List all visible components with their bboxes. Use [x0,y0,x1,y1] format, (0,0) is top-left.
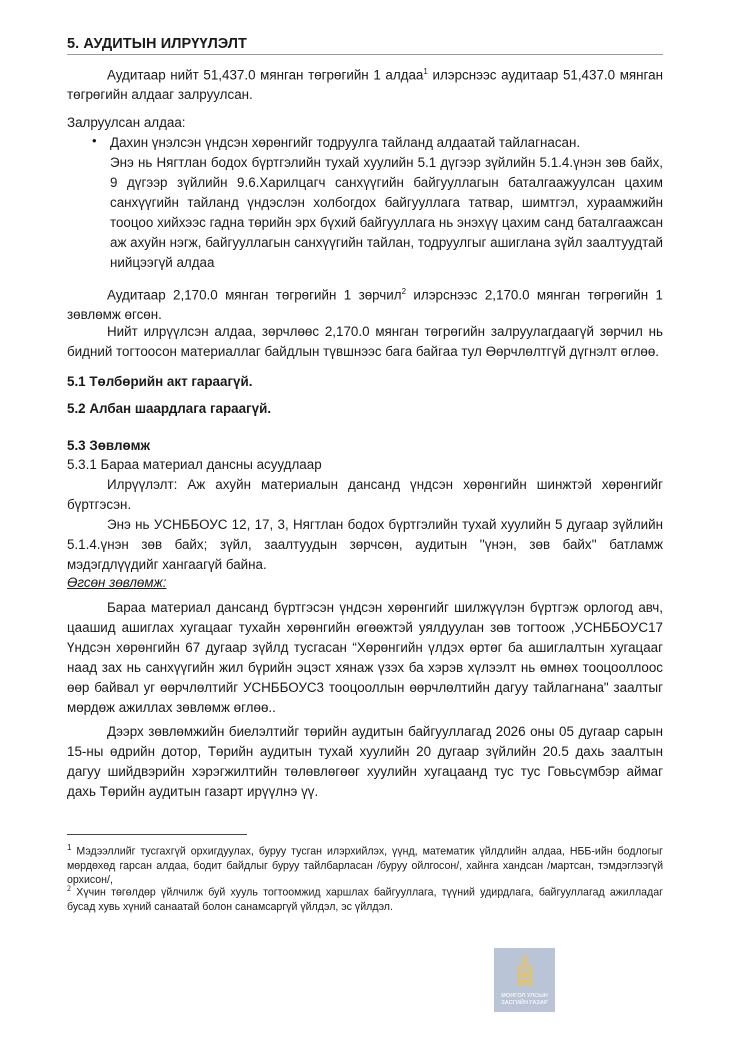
bullet-icon: • [92,133,97,148]
recommendation-label: Өгсөн зөвлөмж: [67,575,167,590]
logo-text-line-2: ЗАСГИЙН ГАЗАР [501,1000,548,1006]
subsection-5-2: 5.2 Албан шаардлага гараагүй. [67,401,272,416]
finding-paragraph: Илрүүлэлт: Аж ахуйн материалын дансанд үндсэн хөрөнгийн шинжтэй хөрөнгийг бүртгэсэн. [67,477,663,512]
footnote-ref-2[interactable]: 2 [401,287,407,296]
footnote-2-number: 2 [67,884,71,893]
intro-paragraph [67,62,663,105]
footnote-ref-1[interactable]: 1 [423,67,428,76]
section-title: 5. АУДИТЫН ИЛРҮҮЛЭЛТ [67,36,663,55]
soyombo-emblem-icon [518,953,532,989]
footnote-1-number: 1 [67,843,72,852]
footnote-1-text: Мэдээллийг тусгахгүй орхигдуулах, буруу тусган илэрхийлэх, үүнд, математик үйлдлийн алдаа, НББ-ийн бодлогыг мөрдөхөд гарсан алдаа, бодит байдлыг буруу тайлбарласан /буруу ойлгосон/, хайнга хандсан /мартсан, тэмдэглээгүй орхисон/, [67,845,663,886]
finding-basis-paragraph: Энэ нь УСНББОУС 12, 17, 3, Нягтлан бодох бүртгэлийн тухай хуулийн 5 дугаар зүйлийн 5.1.4.үнэн зөв байх; зүйл, заалтуудын зөрчсөн, аудитын ''үнэн, зөв байх'' батламж мэдэгдлүүдийг хангаагүй байна. [67,517,663,572]
corrected-errors-label: Залруулсан алдаа: [67,115,186,130]
violation-text-cont: илэрснээс 2,170.0 мянган төгрөгийн 1 зөвлөмж өгсөн. [67,287,663,323]
deadline-paragraph: Дээрх зөвлөмжийн биелэлтийг төрийн аудитын байгууллагад 2026 оны 05 дугаар сарын 15-ны өдрийн дотор, Төрийн аудитын тухай хуулийн 20 дугаар зүйлийн 20.5 дахь заалтын дагуу шийдвэрийн хэрэгжилтийн төлөвлөгөөг хуулийн хугацаанд тус тус Говьсүмбэр аймаг дахь Төрийн аудитын газарт ирүүлнэ үү. [67,724,663,799]
corrected-error-title: Дахин үнэлсэн үндсэн хөрөнгийг тодруулга тайланд алдаатай тайлагнасан. [110,135,581,150]
intro-text: Аудитаар нийт 51,437.0 мянган төгрөгийн 1 алдаа [107,67,424,83]
logo-text [501,993,548,1007]
violation-text: Аудитаар 2,170.0 мянган төгрөгийн 1 зөрчил [107,287,402,303]
footnote-1 [67,841,663,887]
footnote-2-text: Хүчин төгөлдөр үйлчилж буй хууль тогтоомжид харшлах байгууллага, түүний удирдлага, байгууллагад ажилладаг бусад хувь хүний санаатай болон санамсаргүй үйлдэл, эс үйлдэл. [67,886,663,913]
footnote-2 [67,882,663,914]
intro-text-cont: илэрснээс аудитаар 51,437.0 мянган төгрөгийн алдааг залруулсан. [67,67,663,103]
footnote-divider [67,834,247,835]
government-logo [494,948,555,1012]
violation-paragraph [67,282,663,325]
recommendation-paragraph: Бараа материал дансанд бүртгэсэн үндсэн хөрөнгийг шилжүүлэн бүртгэж орлогод авч, цаашид ашиглах хугацааг тухайн хөрөнгийн өгөөжтэй уялдуулан зөв тогтоож ,УСНББОУС17 Үндсэн хөрөнгийн 67 дугаар зүйлд тусгасан “Хөрөнгийн үлдэх өртөг ба ашиглалтын хугацааг наад зах нь санхүүгийн жил бүрийн эцэст хянаж үзэх ба хэрэв хүлээлт нь өмнөх тооцооллоос өөр байвал уг өөрчлөлтийг УСНББОУС3 тооцооллын өөрчлөлтийн дагуу тайлагнана" заалтыг мөрдөж ажиллах зөвлөмж өглөө.. [67,600,663,715]
corrected-error-body: Энэ нь Нягтлан бодох бүртгэлийн тухай хуулийн 5.1 дүгээр зүйлийн 5.1.4.үнэн зөв байх, 9 дүгээр зүйлийн 9.6.Харилцагч санхүүгийн байгууллагын баталгаажуулсан цахим санхүүгийн тайланд үндэслэн холбогдох байгууллага татвар, шимтгэл, хураамжийн тооцоо хийхээс гадна төрийн эрх бүхий байгууллага нь энэхүү цахим санд баталгаажсан аж ахуйн нэгж, байгууллагын санхүүгийн тайлан, тодруулгыг ашиглана зүйл заалтуудтай нийцээгүй алдаа [110,155,663,270]
subsection-5-3-1: 5.3.1 Бараа материал дансны асуудлаар [67,457,322,472]
subsection-5-1: 5.1 Төлбөрийн акт гараагүй. [67,374,253,389]
subsection-5-3: 5.3 Зөвлөмж [67,438,151,453]
logo-text-line-1: МОНГОЛ УЛСЫН [501,993,548,999]
conclusion-paragraph: Нийт илрүүлсэн алдаа, зөрчлөөс 2,170.0 мянган төгрөгийн залруулагдаагүй зөрчил нь бидний тогтоосон материаллаг байдлын түвшнээс бага байгаа тул Өөрчлөлтгүй дүгнэлт өглөө. [67,324,663,359]
